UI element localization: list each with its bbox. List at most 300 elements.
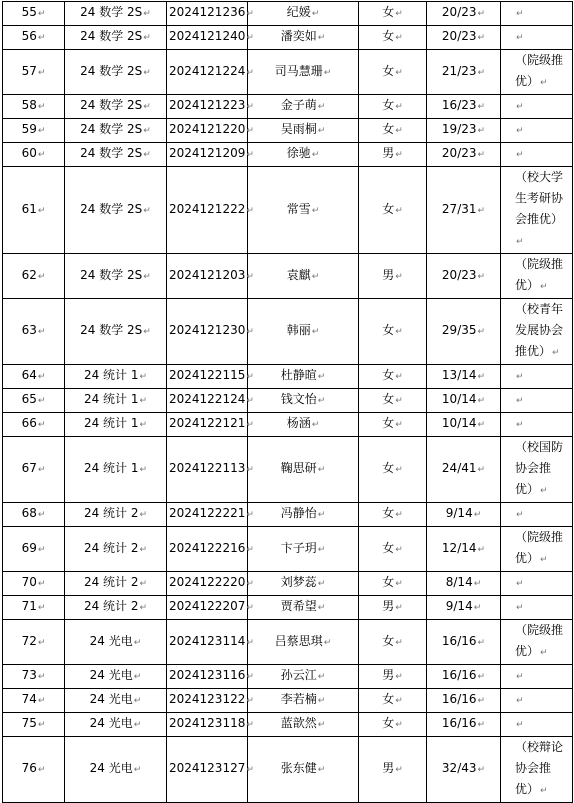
cell-class-text: 24 光电 — [89, 668, 133, 682]
cell-score — [427, 365, 501, 389]
paragraph-mark: ↵ — [552, 348, 560, 358]
cell-gender — [359, 713, 427, 737]
cell-gender-text: 女 — [382, 29, 395, 43]
cell-class — [65, 167, 167, 254]
cell-score-text: 20/23 — [441, 146, 477, 160]
cell-note — [501, 527, 573, 572]
paragraph-mark: ↵ — [477, 372, 486, 382]
paragraph-mark: ↵ — [395, 372, 403, 382]
cell-score — [427, 95, 501, 119]
paragraph-mark: ↵ — [477, 67, 486, 78]
cell-note — [501, 95, 573, 119]
paragraph-mark: ↵ — [37, 465, 46, 475]
cell-gender — [359, 2, 427, 26]
cell-name — [248, 389, 359, 413]
paragraph-mark: ↵ — [516, 237, 524, 247]
paragraph-mark: ↵ — [311, 271, 320, 282]
cell-score — [427, 713, 501, 737]
paragraph-mark: ↵ — [311, 327, 320, 337]
cell-gender-text: 女 — [382, 5, 395, 19]
cell-number-text: 59 — [21, 122, 37, 136]
cell-student-id — [167, 26, 254, 50]
paragraph-mark: ↵ — [477, 150, 486, 160]
cell-number — [3, 527, 65, 572]
table-row — [3, 119, 573, 143]
cell-name — [248, 713, 359, 737]
cell-student-id-text: 2024122115 — [169, 368, 246, 382]
cell-gender — [359, 119, 427, 143]
cell-number — [3, 299, 65, 365]
paragraph-mark: ↵ — [133, 765, 142, 775]
paragraph-mark: ↵ — [516, 33, 524, 43]
cell-class-text: 24 统计 1 — [83, 368, 139, 382]
cell-score-text: 8/14 — [445, 575, 473, 589]
cell-gender-text: 女 — [382, 201, 395, 216]
paragraph-mark: ↵ — [395, 510, 403, 520]
cell-note — [501, 26, 573, 50]
table-row — [3, 503, 573, 527]
cell-number-text: 70 — [21, 575, 37, 589]
cell-note-text: （院级推优） — [515, 530, 564, 565]
cell-name-text: 李若楠 — [280, 692, 317, 706]
table-row — [3, 26, 573, 50]
paragraph-mark: ↵ — [477, 696, 486, 706]
cell-student-id-text: 2024123122 — [169, 692, 246, 706]
cell-student-id — [167, 503, 254, 527]
cell-number — [3, 737, 65, 803]
paragraph-mark: ↵ — [477, 9, 486, 19]
cell-number — [3, 50, 65, 95]
cell-note — [501, 50, 573, 95]
cell-class — [65, 119, 167, 143]
cell-gender — [359, 254, 427, 299]
cell-number-text: 74 — [21, 692, 37, 706]
paragraph-mark: ↵ — [133, 672, 142, 682]
paragraph-mark: ↵ — [317, 102, 326, 112]
paragraph-mark: ↵ — [143, 67, 151, 78]
cell-gender-text: 女 — [382, 122, 395, 136]
paragraph-mark: ↵ — [540, 78, 548, 88]
cell-number-text: 60 — [21, 146, 37, 160]
paragraph-mark: ↵ — [246, 396, 254, 406]
cell-note — [501, 413, 573, 437]
cell-name-text: 孙云江 — [280, 668, 317, 682]
cell-class — [65, 437, 167, 503]
paragraph-mark: ↵ — [317, 672, 326, 682]
paragraph-mark: ↵ — [477, 205, 486, 216]
paragraph-mark: ↵ — [395, 696, 403, 706]
paragraph-mark: ↵ — [37, 420, 46, 430]
paragraph-mark: ↵ — [139, 465, 148, 475]
paragraph-mark: ↵ — [395, 102, 403, 112]
cell-class-text: 24 数学 2S — [80, 267, 143, 282]
cell-class — [65, 50, 167, 95]
cell-name — [248, 413, 359, 437]
cell-name-text: 杜静暄 — [280, 368, 317, 382]
cell-student-id — [167, 119, 254, 143]
cell-student-id — [167, 299, 254, 365]
cell-name — [248, 503, 359, 527]
cell-name — [248, 254, 359, 299]
cell-note — [501, 389, 573, 413]
paragraph-mark: ↵ — [311, 9, 320, 19]
paragraph-mark: ↵ — [143, 271, 151, 282]
cell-class-text: 24 统计 1 — [83, 392, 139, 406]
paragraph-mark: ↵ — [317, 465, 326, 475]
paragraph-mark: ↵ — [317, 126, 326, 136]
paragraph-mark: ↵ — [143, 205, 151, 216]
paragraph-mark: ↵ — [317, 372, 326, 382]
cell-number-text: 55 — [21, 5, 37, 19]
cell-student-id — [167, 143, 254, 167]
table-row — [3, 737, 573, 803]
cell-student-id-text: 2024121240 — [169, 29, 246, 43]
cell-class-text: 24 数学 2S — [80, 323, 143, 337]
cell-number — [3, 413, 65, 437]
paragraph-mark: ↵ — [395, 637, 403, 648]
cell-number — [3, 2, 65, 26]
cell-gender-text: 女 — [382, 575, 395, 589]
paragraph-mark: ↵ — [395, 150, 403, 160]
paragraph-mark: ↵ — [516, 510, 524, 520]
cell-class — [65, 572, 167, 596]
paragraph-mark: ↵ — [246, 579, 254, 589]
table-row — [3, 413, 573, 437]
cell-score — [427, 413, 501, 437]
paragraph-mark: ↵ — [516, 126, 524, 136]
cell-class-text: 24 数学 2S — [80, 98, 143, 112]
paragraph-mark: ↵ — [477, 765, 486, 775]
paragraph-mark: ↵ — [37, 720, 46, 730]
paragraph-mark: ↵ — [246, 637, 254, 648]
paragraph-mark: ↵ — [246, 102, 254, 112]
cell-name — [248, 572, 359, 596]
cell-student-id-text: 2024122124 — [169, 392, 246, 406]
cell-gender — [359, 413, 427, 437]
cell-number — [3, 254, 65, 299]
cell-class-text: 24 数学 2S — [80, 122, 143, 136]
cell-number — [3, 143, 65, 167]
cell-student-id-text: 2024121203 — [169, 267, 246, 282]
paragraph-mark: ↵ — [246, 126, 254, 136]
cell-number-text: 69 — [21, 540, 37, 555]
cell-class — [65, 143, 167, 167]
cell-number-text: 58 — [21, 98, 37, 112]
cell-student-id — [167, 2, 254, 26]
cell-student-id-text: 2024121224 — [169, 63, 246, 78]
cell-student-id — [167, 167, 254, 254]
cell-student-id — [167, 572, 254, 596]
cell-gender — [359, 95, 427, 119]
paragraph-mark: ↵ — [143, 126, 151, 136]
paragraph-mark: ↵ — [37, 9, 46, 19]
cell-number-text: 61 — [21, 201, 37, 216]
paragraph-mark: ↵ — [246, 327, 254, 337]
cell-note — [501, 365, 573, 389]
cell-name — [248, 26, 359, 50]
cell-student-id — [167, 389, 254, 413]
cell-score-text: 16/16 — [441, 668, 477, 682]
cell-gender — [359, 389, 427, 413]
cell-name — [248, 596, 359, 620]
cell-note — [501, 737, 573, 803]
cell-score-text: 16/16 — [441, 633, 477, 648]
paragraph-mark: ↵ — [246, 672, 254, 682]
paragraph-mark: ↵ — [311, 150, 320, 160]
paragraph-mark: ↵ — [395, 396, 403, 406]
paragraph-mark: ↵ — [317, 720, 326, 730]
cell-number — [3, 572, 65, 596]
paragraph-mark: ↵ — [139, 396, 148, 406]
cell-score — [427, 503, 501, 527]
table-row — [3, 143, 573, 167]
cell-gender-text: 女 — [382, 368, 395, 382]
paragraph-mark: ↵ — [37, 544, 46, 555]
cell-student-id-text: 2024121209 — [169, 146, 246, 160]
cell-number-text: 75 — [21, 716, 37, 730]
cell-student-id — [167, 620, 254, 665]
cell-score-text: 32/43 — [441, 761, 477, 775]
paragraph-mark: ↵ — [477, 271, 486, 282]
cell-note — [501, 503, 573, 527]
cell-number-text: 71 — [21, 599, 37, 613]
cell-name — [248, 299, 359, 365]
paragraph-mark: ↵ — [516, 603, 524, 613]
cell-score — [427, 2, 501, 26]
table-row — [3, 50, 573, 95]
paragraph-mark: ↵ — [395, 465, 403, 475]
paragraph-mark: ↵ — [516, 102, 524, 112]
cell-score — [427, 143, 501, 167]
cell-student-id-text: 2024121223 — [169, 98, 246, 112]
table-row — [3, 95, 573, 119]
cell-note — [501, 2, 573, 26]
cell-number — [3, 596, 65, 620]
cell-class — [65, 389, 167, 413]
cell-student-id-text: 2024123114 — [169, 633, 246, 648]
table-row — [3, 620, 573, 665]
cell-name-text: 张东健 — [280, 761, 317, 775]
paragraph-mark: ↵ — [477, 720, 486, 730]
cell-student-id-text: 2024121222 — [169, 201, 246, 216]
cell-note — [501, 167, 573, 254]
paragraph-mark: ↵ — [477, 637, 486, 648]
cell-gender — [359, 737, 427, 803]
cell-gender-text: 女 — [382, 506, 395, 520]
table-row — [3, 365, 573, 389]
cell-number-text: 66 — [21, 416, 37, 430]
cell-score-text: 9/14 — [445, 599, 473, 613]
cell-gender — [359, 299, 427, 365]
paragraph-mark: ↵ — [246, 420, 254, 430]
cell-student-id — [167, 95, 254, 119]
cell-score-text: 10/14 — [441, 416, 477, 430]
cell-name-text: 刘梦蕊 — [280, 575, 317, 589]
cell-score-text: 20/23 — [441, 267, 477, 282]
cell-name-text: 吴雨桐 — [280, 122, 317, 136]
paragraph-mark: ↵ — [395, 271, 403, 282]
cell-student-id — [167, 713, 254, 737]
cell-note-text: （院级推优） — [515, 53, 564, 88]
paragraph-mark: ↵ — [246, 33, 254, 43]
cell-class — [65, 95, 167, 119]
cell-name-text: 徐驰 — [286, 146, 311, 160]
cell-class — [65, 365, 167, 389]
table-row — [3, 437, 573, 503]
cell-number-text: 68 — [21, 506, 37, 520]
cell-number-text: 64 — [21, 368, 37, 382]
cell-note — [501, 299, 573, 365]
cell-gender — [359, 596, 427, 620]
cell-score — [427, 50, 501, 95]
cell-class-text: 24 统计 1 — [83, 461, 139, 475]
paragraph-mark: ↵ — [477, 102, 486, 112]
cell-name — [248, 365, 359, 389]
cell-class-text: 24 光电 — [89, 716, 133, 730]
cell-number-text: 72 — [21, 633, 37, 648]
cell-class-text: 24 数学 2S — [80, 146, 143, 160]
cell-gender — [359, 503, 427, 527]
cell-name — [248, 689, 359, 713]
paragraph-mark: ↵ — [477, 327, 486, 337]
cell-class — [65, 527, 167, 572]
cell-student-id-text: 2024122216 — [169, 540, 246, 555]
table-body — [3, 2, 573, 803]
cell-score — [427, 689, 501, 713]
paragraph-mark: ↵ — [246, 465, 254, 475]
cell-student-id — [167, 50, 254, 95]
cell-name-text: 冯静怡 — [280, 506, 317, 520]
cell-student-id — [167, 665, 254, 689]
cell-score-text: 12/14 — [441, 540, 477, 555]
cell-score — [427, 665, 501, 689]
paragraph-mark: ↵ — [317, 696, 326, 706]
paragraph-mark: ↵ — [133, 720, 142, 730]
cell-student-id-text: 2024122207 — [169, 599, 246, 613]
paragraph-mark: ↵ — [473, 603, 482, 613]
paragraph-mark: ↵ — [133, 637, 142, 648]
cell-class-text: 24 数学 2S — [80, 5, 143, 19]
cell-class — [65, 254, 167, 299]
paragraph-mark: ↵ — [395, 420, 403, 430]
cell-score — [427, 527, 501, 572]
paragraph-mark: ↵ — [37, 33, 46, 43]
cell-student-id-text: 2024121236 — [169, 5, 246, 19]
paragraph-mark: ↵ — [139, 510, 148, 520]
cell-student-id-text: 2024123127 — [169, 761, 246, 775]
cell-number — [3, 365, 65, 389]
cell-class — [65, 413, 167, 437]
paragraph-mark: ↵ — [317, 33, 326, 43]
cell-score-text: 20/23 — [441, 5, 477, 19]
cell-student-id — [167, 413, 254, 437]
cell-class — [65, 689, 167, 713]
cell-score-text: 21/23 — [441, 63, 477, 78]
cell-class — [65, 596, 167, 620]
paragraph-mark: ↵ — [477, 544, 486, 555]
cell-class-text: 24 统计 2 — [83, 575, 139, 589]
paragraph-mark: ↵ — [516, 396, 524, 406]
cell-gender — [359, 143, 427, 167]
cell-name — [248, 737, 359, 803]
cell-gender — [359, 689, 427, 713]
cell-score-text: 16/16 — [441, 716, 477, 730]
paragraph-mark: ↵ — [477, 126, 486, 136]
cell-gender — [359, 50, 427, 95]
cell-class-text: 24 数学 2S — [80, 63, 143, 78]
cell-name-text: 潘奕如 — [280, 29, 317, 43]
cell-class-text: 24 光电 — [89, 633, 133, 648]
cell-name — [248, 119, 359, 143]
paragraph-mark: ↵ — [395, 9, 403, 19]
cell-number-text: 65 — [21, 392, 37, 406]
cell-number — [3, 119, 65, 143]
paragraph-mark: ↵ — [395, 205, 403, 216]
cell-number — [3, 689, 65, 713]
cell-score-text: 29/35 — [441, 323, 477, 337]
cell-name — [248, 665, 359, 689]
cell-gender — [359, 527, 427, 572]
paragraph-mark: ↵ — [540, 282, 548, 292]
paragraph-mark: ↵ — [395, 765, 403, 775]
paragraph-mark: ↵ — [317, 396, 326, 406]
cell-score-text: 16/23 — [441, 98, 477, 112]
paragraph-mark: ↵ — [477, 465, 486, 475]
cell-name-text: 韩丽 — [286, 323, 311, 337]
cell-name — [248, 437, 359, 503]
paragraph-mark: ↵ — [143, 102, 151, 112]
paragraph-mark: ↵ — [317, 603, 326, 613]
paragraph-mark: ↵ — [516, 579, 524, 589]
paragraph-mark: ↵ — [37, 205, 46, 216]
cell-score — [427, 167, 501, 254]
cell-note-text: （校辩论协会推优） — [515, 740, 564, 796]
cell-note — [501, 437, 573, 503]
cell-class — [65, 713, 167, 737]
cell-note — [501, 572, 573, 596]
paragraph-mark: ↵ — [37, 696, 46, 706]
cell-class — [65, 503, 167, 527]
paragraph-mark: ↵ — [395, 720, 403, 730]
cell-class-text: 24 统计 1 — [83, 416, 139, 430]
paragraph-mark: ↵ — [37, 271, 46, 282]
paragraph-mark: ↵ — [37, 672, 46, 682]
cell-student-id — [167, 596, 254, 620]
paragraph-mark: ↵ — [246, 510, 254, 520]
cell-note-text: （校国防协会推优） — [515, 440, 564, 496]
cell-class-text: 24 统计 2 — [83, 506, 139, 520]
paragraph-mark: ↵ — [540, 486, 548, 496]
table-row — [3, 2, 573, 26]
cell-number-text: 57 — [21, 63, 37, 78]
paragraph-mark: ↵ — [37, 372, 46, 382]
cell-note — [501, 119, 573, 143]
cell-gender-text: 女 — [382, 323, 395, 337]
paragraph-mark: ↵ — [473, 510, 482, 520]
cell-number — [3, 665, 65, 689]
cell-class — [65, 737, 167, 803]
paragraph-mark: ↵ — [395, 579, 403, 589]
table-row — [3, 167, 573, 254]
cell-note — [501, 620, 573, 665]
cell-student-id — [167, 689, 254, 713]
cell-number — [3, 503, 65, 527]
paragraph-mark: ↵ — [143, 9, 151, 19]
paragraph-mark: ↵ — [395, 327, 403, 337]
cell-note — [501, 596, 573, 620]
cell-student-id-text: 2024122121 — [169, 416, 246, 430]
table-row — [3, 299, 573, 365]
